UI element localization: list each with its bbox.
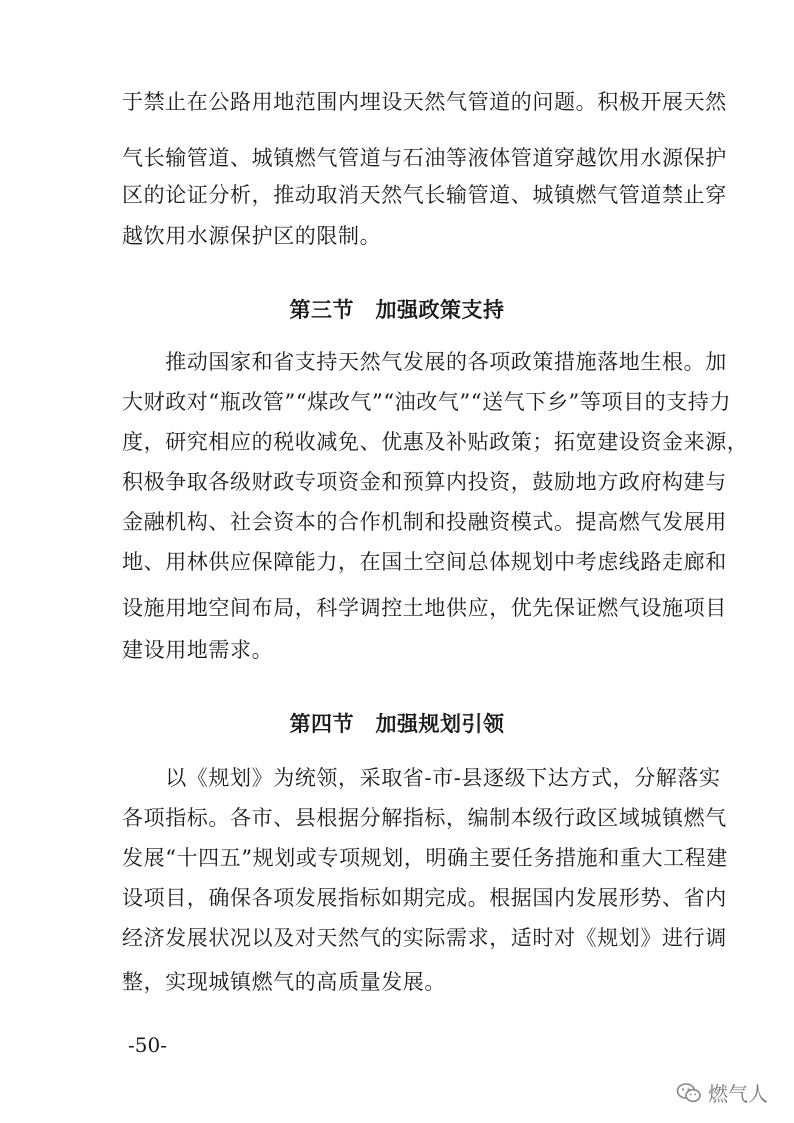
text-line: 度，研究相应的税收减免、优惠及补贴政策；拓宽建设资金来源， xyxy=(122,430,749,454)
text-line: 各项指标。各市、县根据分解指标，编制本级行政区域城镇燃气 xyxy=(122,806,727,830)
text-line: 整，实现城镇燃气的高质量发展。 xyxy=(122,970,446,994)
text-line: 越饮用水源保护区的限制。 xyxy=(122,224,382,248)
text-line: 设施用地空间布局，科学调控土地供应，优先保证燃气设施项目 xyxy=(122,596,727,620)
wechat-icon xyxy=(676,1082,702,1104)
text-line: 设项目，确保各项发展指标如期完成。根据国内发展形势、省内 xyxy=(122,886,727,910)
watermark-text: 燃气人 xyxy=(708,1082,768,1106)
watermark xyxy=(676,1078,768,1107)
text-line: 建设用地需求。 xyxy=(122,638,274,662)
text-line: 发展“十四五”规划或专项规划，明确主要任务措施和重大工程建 xyxy=(122,846,728,870)
text-line: 区的论证分析，推动取消天然气长输管道、城镇燃气管道禁止穿 xyxy=(122,183,727,207)
text-line: 于禁止在公路用地范围内埋设天然气管道的问题。积极开展天然 xyxy=(122,90,727,114)
text-line: 气长输管道、城镇燃气管道与石油等液体管道穿越饮用水源保护 xyxy=(122,146,727,170)
text-line: 推动国家和省支持天然气发展的各项政策措施落地生根。加 xyxy=(122,350,727,374)
page-number: -50- xyxy=(128,1033,167,1057)
text-line: 大财政对“瓶改管”“煤改气”“油改气”“送气下乡”等项目的支持力 xyxy=(122,390,732,414)
text-line: 金融机构、社会资本的合作机制和投融资模式。提高燃气发展用 xyxy=(122,510,727,534)
text-line: 经济发展状况以及对天然气的实际需求，适时对《规划》进行调 xyxy=(122,926,727,950)
section-heading-3: 第三节 加强政策支持 xyxy=(289,298,505,322)
section-heading-4: 第四节 加强规划引领 xyxy=(289,712,505,736)
text-line: 地、用林供应保障能力，在国土空间总体规划中考虑线路走廊和 xyxy=(122,550,727,574)
text-line: 积极争取各级财政专项资金和预算内投资，鼓励地方政府构建与 xyxy=(122,470,727,494)
text-line: 以《规划》为统领，采取省-市-县逐级下达方式，分解落实 xyxy=(122,766,721,790)
